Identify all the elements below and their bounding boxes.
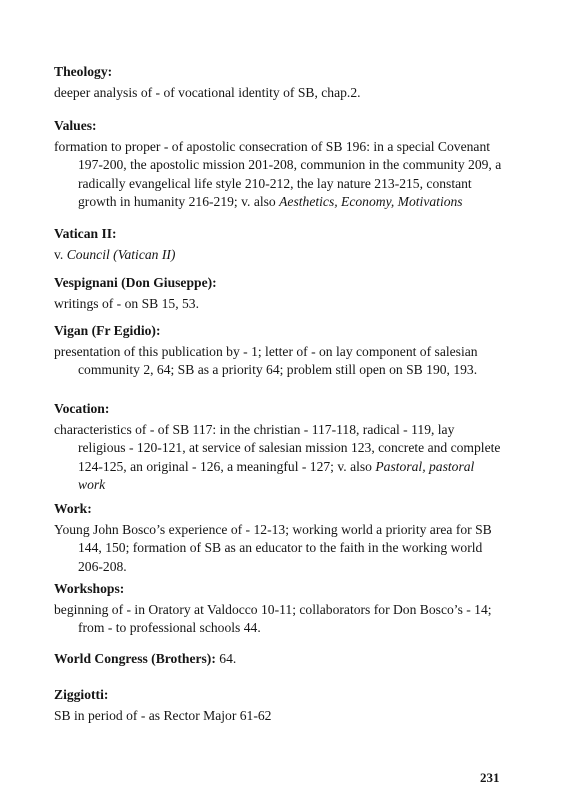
entry-heading: Theology: [54, 64, 113, 79]
entry-heading: Vatican II: [54, 226, 117, 241]
entry-text: beginning of - in Oratory at Valdocco 10-11; collaborators for Don Bosco’s - 14; from - to professional schools 44. [54, 601, 492, 635]
entry-heading: Vocation: [54, 401, 110, 416]
cross-reference: Council (Vatican II) [66, 246, 176, 262]
entry-heading: Workshops: [54, 581, 125, 596]
cross-reference: Pastoral, pastoral work [78, 458, 475, 492]
index-entry-vespignani [54, 274, 504, 313]
index-entry-theology [54, 63, 504, 102]
entry-text: formation to proper - of apostolic consecration of SB 196: in a special Covenant 197-200, the apostolic mission 201-208, communion in the community 209, a radically evangelical life style 210-212, the lay nature 213-215, constant growth in humanity 216-219; v. also Aesthetics, Economy, Motivations [54, 138, 502, 209]
entry-text: SB in period of - as Rector Major 61-62 [54, 707, 272, 723]
entry-text: Young John Bosco’s experience of - 12-13; working world a priority area for SB 144, 150; formation of SB as an educator to the faith in the working world 206-208. [54, 521, 492, 574]
entry-heading: Vigan (Fr Egidio): [54, 323, 161, 338]
entry-text: writings of - on SB 15, 53. [54, 295, 200, 311]
entry-heading: Values: [54, 118, 97, 133]
index-entry-vigan [54, 322, 504, 380]
index-entry-values [54, 117, 504, 212]
index-entry-work [54, 500, 504, 576]
entry-heading: World Congress (Brothers): 64. [54, 651, 237, 666]
index-entry-world-congress [54, 650, 504, 671]
index-entry-workshops [54, 580, 504, 638]
index-entry-vocation [54, 400, 504, 495]
entry-heading: Work: [54, 501, 92, 516]
page-number: 231 [480, 770, 500, 785]
entry-text: characteristics of - of SB 117: in the christian - 117-118, radical - 119, lay religious - 120-121, at service of salesian mission 123, concrete and complete 124-125, an original - 126, a meaningful - 127; v. also Pastoral, pastoral work [54, 421, 501, 492]
index-entry-vatican-ii [54, 225, 504, 264]
entry-heading: Vespignani (Don Giuseppe): [54, 275, 217, 290]
entry-text: v. Council (Vatican II) [54, 246, 176, 262]
entry-text: deeper analysis of - of vocational identity of SB, chap.2. [54, 84, 361, 100]
entry-heading: Ziggiotti: [54, 687, 109, 702]
index-entry-ziggiotti [54, 686, 504, 725]
cross-reference: Aesthetics, Economy, Motivations [279, 194, 463, 209]
entry-text: presentation of this publication by - 1; letter of - on lay component of salesian community 2, 64; SB as a priority 64; problem still open on SB 190, 193. [54, 343, 478, 377]
